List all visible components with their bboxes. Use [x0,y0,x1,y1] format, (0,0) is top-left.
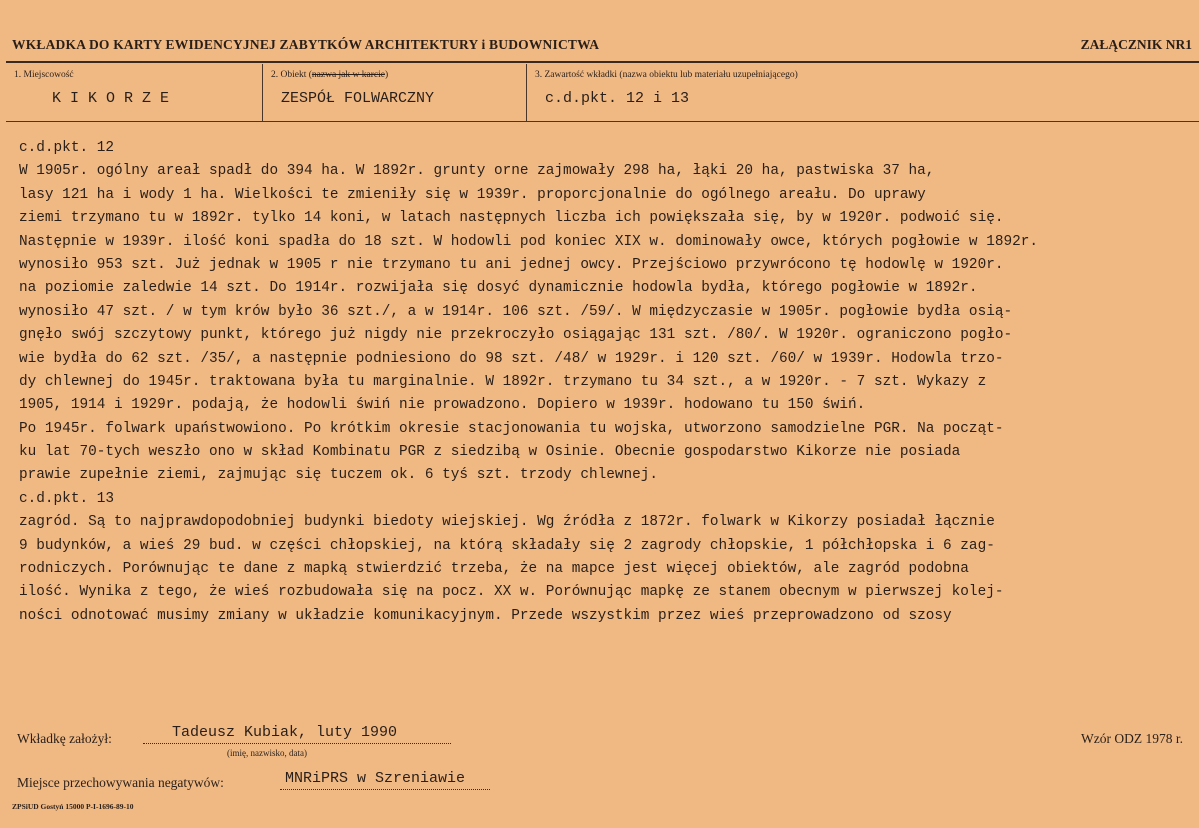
annex-number: ZAŁĄCZNIK NR1 [1080,37,1192,52]
object-label-struck: nazwa jak w karcie [311,70,385,80]
body-line: wie bydła do 62 szt. /35/, a następnie podniesiono do 98 szt. /48/ w 1929r. i 120 szt. /60/ w 1939r. Hodowla trzo- [19,350,1004,367]
object-value: ZESPÓŁ FOLWARCZNY [281,90,435,107]
content-value: c.d.pkt. 12 i 13 [545,90,690,107]
content-label: 3. Zawartość wkładki (nazwa obiektu lub materiału uzupełniającego) [535,70,798,80]
form-title: WKŁADKA DO KARTY EWIDENCYJNEJ ZABYTKÓW ARCHITEKTURY i BUDOWNICTWA [12,37,600,52]
author-hint: (imię, nazwisko, data) [227,748,307,758]
printer-imprint: ZPSiUD Gostyń 15000 P-I-1696-89-10 [12,802,134,811]
body-line: 9 budynków, a wieś 29 bud. w części chłopskiej, na którą składały się 2 zagrody chłopskie, 1 półchłopska i 6 zag- [19,537,995,554]
body-line: Następnie w 1939r. ilość koni spadła do 18 szt. W hodowli pod koniec XIX w. dominowały owce, których pogłowie w 1892r. [19,233,1039,250]
typed-body-text [19,137,1199,628]
author-value: Tadeusz Kubiak, luty 1990 [172,724,398,741]
object-label [271,70,388,80]
body-line: lasy 121 ha i wody 1 ha. Wielkości te zmieniły się w 1939r. proporcjonalnie do ogólnego areału. Do uprawy [19,186,926,203]
body-line: dy chlewnej do 1945r. traktowana była tu marginalnie. W 1892r. trzymano tu 34 szt., a w 1920r. - 7 szt. Wykazy z [19,373,987,390]
author-dotted-line [143,743,451,744]
body-line: W 1905r. ogólny areał spadł do 394 ha. W 1892r. grunty orne zajmowały 298 ha, łąki 20 ha, pastwiska 37 ha, [19,163,935,180]
body-line: ności odnotować musimy zmiany w układzie komunikacyjnym. Przede wszystkim przez wieś przeprowadzono od szosy [19,607,952,624]
header-divider [6,61,1199,63]
body-line: ku lat 70-tych weszło ono w skład Kombinatu PGR z siedzibą w Osinie. Obecnie gospodarstwo Kikorze nie posiada [19,444,961,461]
body-line: na poziomie zaledwie 14 szt. Do 1914r. rozwijała się dosyć dynamicznie hodowla bydła, którego pogłowie w 1892r. [19,280,978,297]
object-field [262,64,525,121]
body-line: gnęło swój szczytowy punkt, którego już nigdy nie przekroczyło osiągając 131 szt. /80/. W 1920r. ograniczono pogło- [19,327,1013,344]
body-line: ziemi trzymano tu w 1892r. tylko 14 koni, w latach następnych liczba ich powiększała się, by w 1920r. podwoić się. [19,210,1004,227]
locality-value: KIKORZE [52,90,179,107]
body-line: rodniczych. Porównując te dane z mapką stwierdzić trzeba, że na mapce jest więcej obiektów, ale zagród podobna [19,561,969,578]
locality-label: 1. Miejscowość [14,70,74,80]
body-line: Po 1945r. folwark upaństwowiono. Po krótkim okresie stacjonowania tu wojska, utworzono samodzielne PGR. Na począt- [19,420,1004,437]
locality-field [6,64,260,121]
body-line: 1905, 1914 i 1929r. podają, że hodowli świń nie prowadzono. Dopiero w 1939r. hodowano tu 150 świń. [19,397,866,414]
negatives-label: Miejsce przechowywania negatywów: [17,775,224,790]
object-label-prefix: 2. Obiekt ( [271,70,312,80]
form-header [12,37,1192,61]
body-line: ilość. Wynika z tego, że wieś rozbudowała się na pocz. XX w. Porównując mapkę ze stanem obecnym w pierwszej kolej- [19,584,1004,601]
body-line: c.d.pkt. 12 [19,140,114,156]
body-line: wynosiło 953 szt. Już jednak w 1905 r nie trzymano tu ani jednej owcy. Przejściowo przywrócono tę hodowlę w 1920r. [19,256,1004,273]
author-label: Wkładkę założył: [17,731,112,746]
body-line: c.d.pkt. 13 [19,490,114,507]
negatives-dotted-line [280,789,490,790]
object-label-suffix: ) [384,70,389,80]
form-template-id: Wzór ODZ 1978 r. [1081,731,1183,746]
form-fields [6,64,1199,122]
negatives-value: MNRiPRS w Szreniawie [285,770,466,787]
body-line: wynosiło 47 szt. / w tym krów było 36 szt./, a w 1914r. 106 szt. /59/. W międzyczasie w 1905r. pogłowie bydła osią- [19,303,1013,320]
body-line: prawie zupełnie ziemi, zajmując się tuczem ok. 6 tyś szt. trzody chlewnej. [19,467,659,484]
content-field [526,64,1199,121]
body-line: zagród. Są to najprawdopodobniej budynki biedoty wiejskiej. Wg źródła z 1872r. folwark w Kikorzy posiadał łącznie [19,514,995,531]
